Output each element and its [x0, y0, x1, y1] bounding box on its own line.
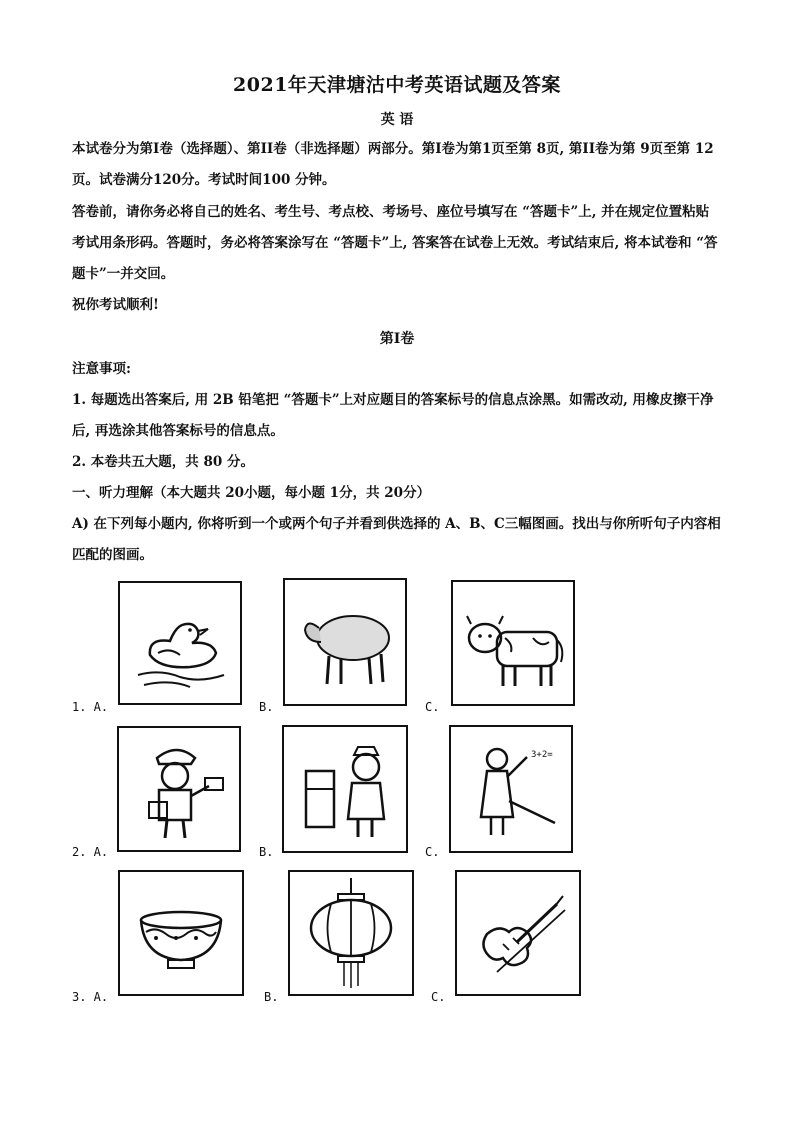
intro-paragraph-1: 本试卷分为第Ⅰ卷（选择题）、第II卷（非选择题）两部分。第Ⅰ卷为第1页至第 8页, 第II卷为第 9页至第 12 页。试卷满分120分。考试时间100 分钟。	[72, 141, 714, 188]
q2-label-b: B.	[259, 845, 274, 859]
subject-heading: 英 语	[380, 112, 414, 128]
q2-label-a: 2. A.	[72, 845, 109, 859]
page-title: 2021年天津塘沽中考英语试题及答案	[233, 74, 561, 96]
note-2: 2. 本卷共五大题，共 80 分。	[72, 454, 254, 470]
q1-label-c: C.	[425, 700, 440, 714]
intro-paragraph-2: 答卷前，请你务必将自己的姓名、考生号、考点校、考场号、座位号填写在 “答题卡”上, 并在规定位置粘贴考试用条形码。答题时，务必将答案涂写在 “答题卡”上, 答案答在试卷上无效。考试结束后, 将本试卷和 “答题卡”一并交回。	[72, 204, 718, 282]
lantern-icon	[288, 870, 414, 996]
bowl-icon	[118, 870, 244, 996]
note-1: 1. 每题选出答案后, 用 2B 铅笔把 “答题卡”上对应题目的答案标号的信息点涂黑。如需改动, 用橡皮擦干净后, 再选涂其他答案标号的信息点。	[72, 392, 714, 439]
teacher-icon	[449, 725, 573, 853]
q3-label-c: C.	[431, 990, 446, 1004]
q2-label-c: C.	[425, 845, 440, 859]
q3-label-b: B.	[264, 990, 279, 1004]
postman-icon	[117, 726, 241, 852]
section-heading: 一、听力理解（本大题共 20小题，每小题 1分，共 20分）	[72, 485, 431, 501]
part-heading: 第Ⅰ卷	[379, 331, 415, 347]
instruction-a: A) 在下列每小题内, 你将听到一个或两个句子并看到供选择的 A、B、C三幅图画。找出与你所听句子内容相匹配的图画。	[72, 516, 721, 563]
svg-text:3+2=: 3+2=	[531, 750, 553, 760]
q1-label-a: 1. A.	[72, 700, 109, 714]
violin-icon	[455, 870, 581, 996]
sheep-icon	[283, 578, 407, 706]
duck-icon	[118, 581, 242, 705]
cow-icon	[451, 580, 575, 706]
nurse-icon	[282, 725, 408, 853]
q1-label-b: B.	[259, 700, 274, 714]
wish-line: 祝你考试顺利!	[72, 297, 159, 313]
q3-label-a: 3. A.	[72, 990, 109, 1004]
notes-title: 注意事项:	[72, 361, 131, 377]
